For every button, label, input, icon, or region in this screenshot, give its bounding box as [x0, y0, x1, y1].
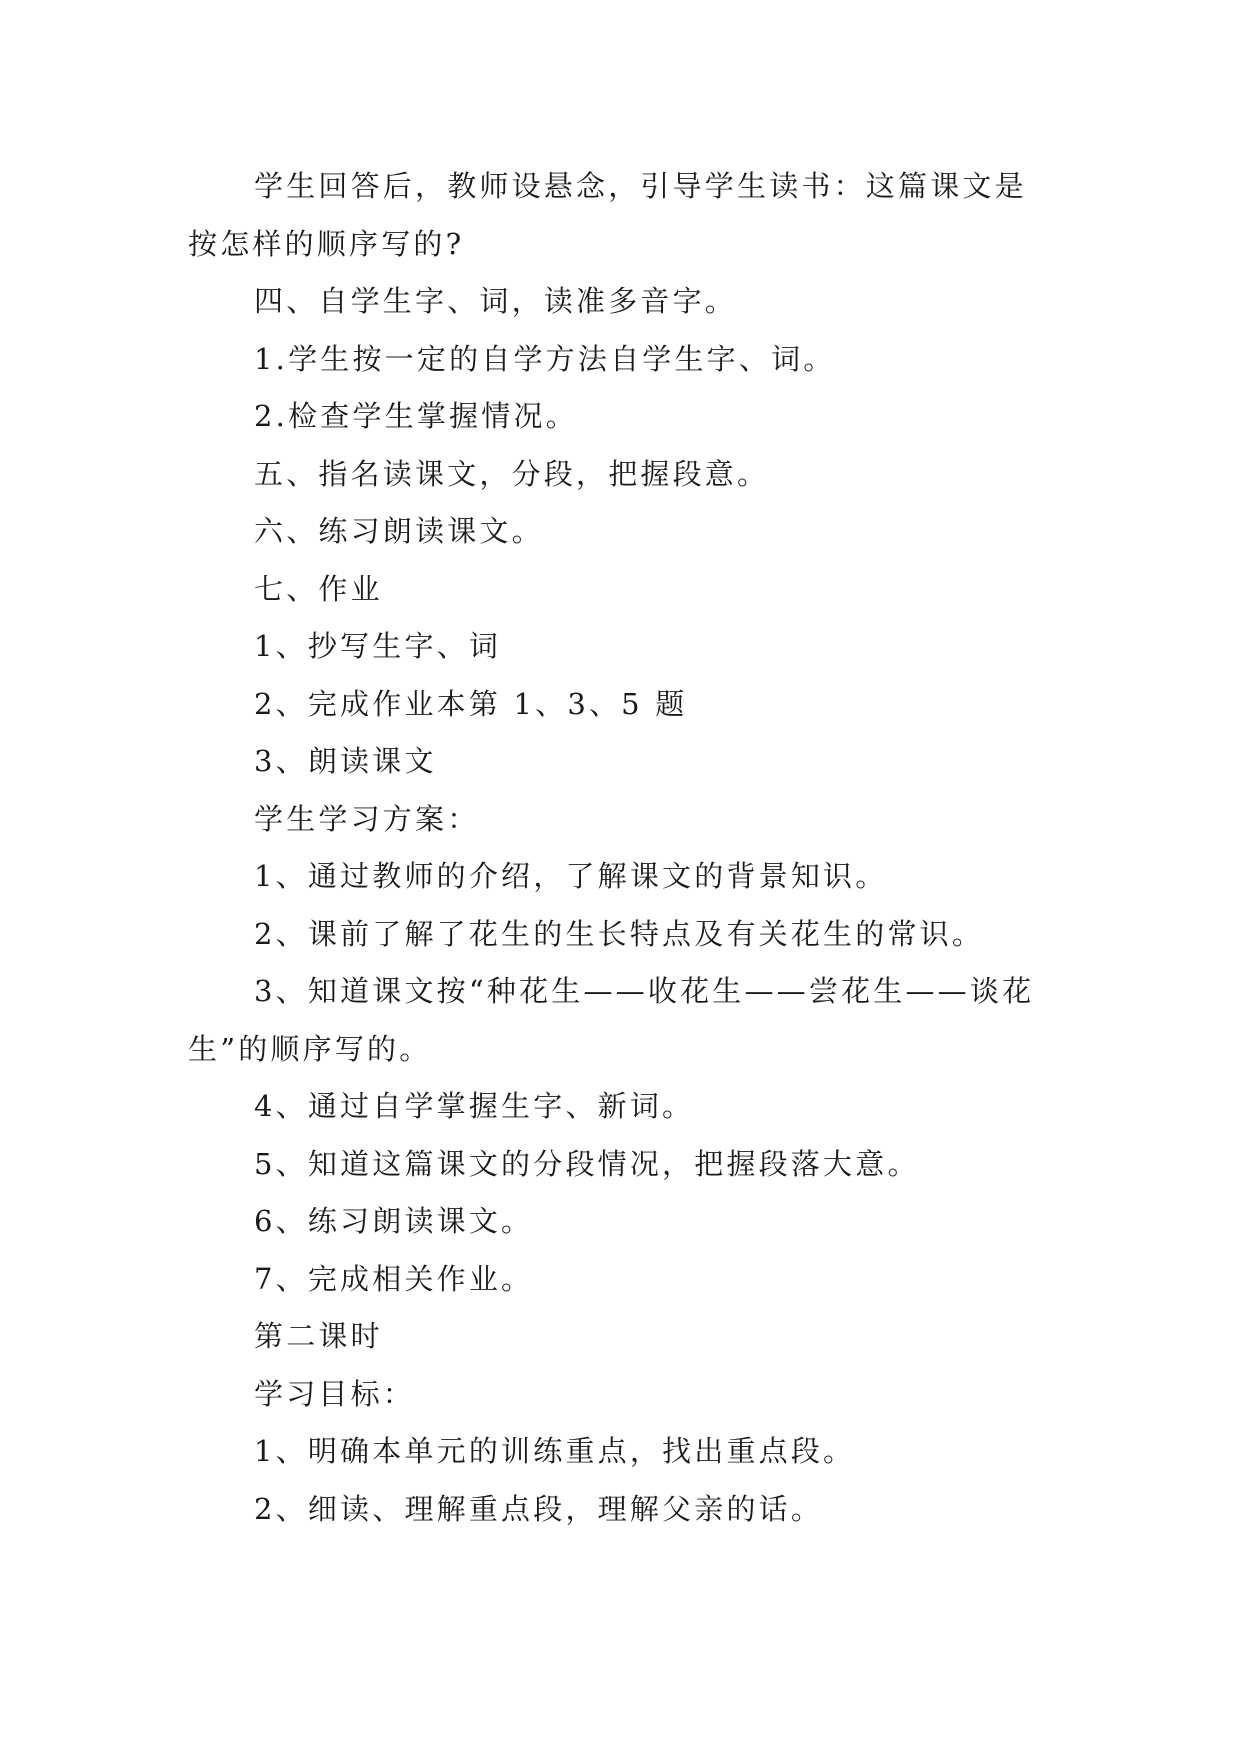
paragraph-step-seven-heading: 七、作业	[254, 571, 383, 606]
paragraph-learning-goals-heading: 学习目标：	[254, 1376, 416, 1411]
paragraph-learning-goal-1: 1、明确本单元的训练重点，找出重点段。	[254, 1434, 856, 1468]
paragraph-study-plan-item-3: 3、知道课文按“种花生——收花生——尝花生——谈花生”的顺序写的。	[188, 974, 1035, 1066]
paragraph-step-six: 六、练习朗读课文。	[254, 514, 544, 548]
paragraph-study-plan-item-6: 6、练习朗读课文。	[254, 1204, 534, 1238]
paragraph-study-plan-item-1: 1、通过教师的介绍，了解课文的背景知识。	[254, 859, 888, 893]
paragraph-step-four-item-1: 1.学生按一定的自学方法自学生字、词。	[254, 341, 836, 376]
paragraph-step-five: 五、指名读课文，分段，把握段意。	[254, 456, 770, 491]
paragraph-learning-goal-2: 2、细读、理解重点段，理解父亲的话。	[254, 1491, 824, 1526]
paragraph-study-plan-item-2: 2、课前了解了花生的生长特点及有关花生的常识。	[254, 916, 985, 951]
paragraph-study-plan-heading: 学生学习方案：	[254, 801, 480, 836]
paragraph-study-plan-item-7: 7、完成相关作业。	[254, 1261, 534, 1296]
paragraph-step-four: 四、自学生字、词，读准多音字。	[254, 284, 738, 318]
paragraph-second-lesson-heading: 第二课时	[254, 1319, 383, 1353]
paragraph-step-four-item-2: 2.检查学生掌握情况。	[254, 399, 578, 433]
paragraph-intro-question: 学生回答后，教师设悬念，引导学生读书：这篇课文是按怎样的顺序写的?	[188, 169, 1027, 261]
document-body	[188, 158, 1056, 1538]
paragraph-study-plan-item-4: 4、通过自学掌握生字、新词。	[254, 1089, 695, 1123]
paragraph-homework-item-2: 2、完成作业本第 1、3、5 题	[254, 686, 688, 721]
paragraph-homework-item-3: 3、朗读课文	[254, 744, 437, 778]
paragraph-study-plan-item-5: 5、知道这篇课文的分段情况，把握段落大意。	[254, 1146, 920, 1181]
paragraph-homework-item-1: 1、抄写生字、词	[254, 629, 502, 663]
